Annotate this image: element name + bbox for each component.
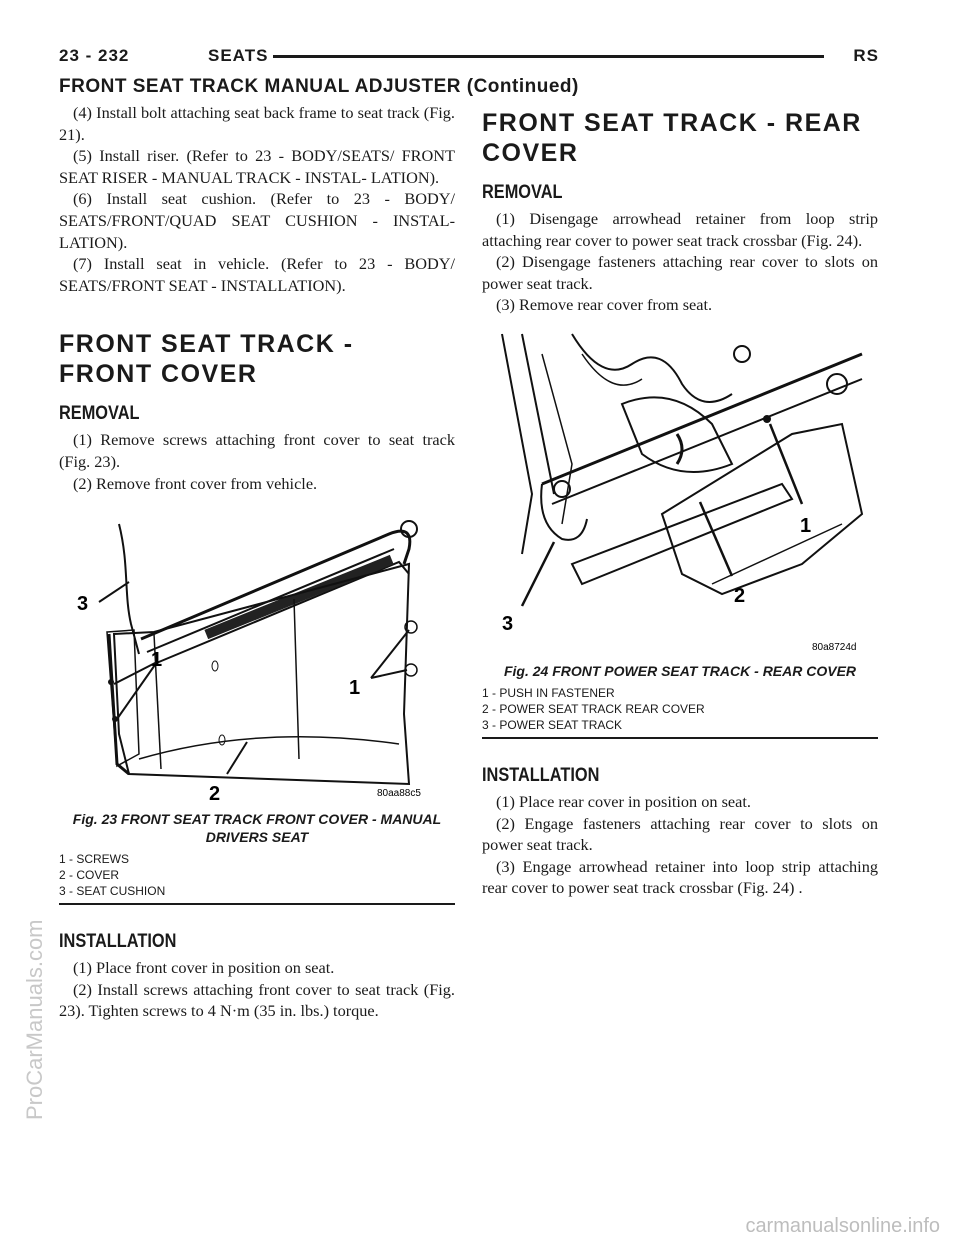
legend-item: 2 - COVER — [59, 868, 120, 883]
step-text: (1) Disengage arrowhead retainer from loop strip attaching rear cover to power seat track crossbar (Fig. 24). — [482, 209, 878, 250]
step-text: (3) Remove rear cover from seat. — [496, 295, 713, 315]
continued-title: FRONT SEAT TRACK MANUAL ADJUSTER (Continued) — [59, 76, 579, 97]
figure-legend — [59, 851, 455, 899]
removal-heading: REMOVAL — [59, 403, 140, 425]
legend-item: 3 - POWER SEAT TRACK — [482, 717, 623, 732]
figure-23 — [59, 504, 455, 905]
step-text: (2) Engage fasteners attaching rear cover to slots on power seat track. — [482, 813, 878, 855]
watermark: ProCarManuals.com — [22, 919, 47, 1120]
step-text: (6) Install seat cushion. (Refer to 23 - BODY/ SEATS/FRONT/QUAD SEAT CUSHION - INSTAL- LATION). — [59, 189, 455, 252]
callout-1: 1 — [151, 649, 163, 672]
legend-item: 1 - SCREWS — [59, 852, 130, 867]
right-column — [482, 108, 878, 899]
step-text: (1) Remove screws attaching front cover to seat track (Fig. 23). — [59, 430, 455, 471]
callout-2: 2 — [734, 584, 746, 607]
step-text: (1) Place front cover in position on seat. — [73, 958, 335, 978]
figure-caption: Fig. 23 FRONT SEAT TRACK FRONT COVER - MANUAL DRIVERS SEAT — [72, 811, 442, 846]
left-column — [59, 102, 455, 1022]
installation-heading: INSTALLATION — [59, 931, 177, 953]
figure-caption: Fig. 24 FRONT POWER SEAT TRACK - REAR COVER — [503, 662, 857, 679]
installation-heading: INSTALLATION — [482, 764, 600, 786]
model-code: RS — [853, 46, 879, 65]
step-text: (1) Place rear cover in position on seat. — [496, 791, 751, 811]
section-title: FRONT SEAT TRACK - REAR COVER — [482, 109, 862, 167]
page-number: 23 - 232 — [59, 46, 130, 65]
legend-item: 1 - PUSH IN FASTENER — [482, 685, 615, 700]
step-text: (3) Engage arrowhead retainer into loop strip attaching rear cover to power seat track crossbar (Fig. 24) . — [482, 856, 878, 898]
header-rule — [273, 55, 824, 58]
legend-rule — [482, 737, 878, 739]
step-text: (5) Install riser. (Refer to 23 - BODY/SEATS/ FRONT SEAT RISER - MANUAL TRACK - INSTAL- LATION). — [59, 146, 455, 187]
figure-id-code: 80aa88c5 — [377, 788, 421, 800]
footer-site: carmanualsonline.info — [745, 1215, 940, 1237]
figure-24-illustration — [482, 324, 878, 656]
section-name: SEATS — [208, 46, 269, 65]
step-text: (4) Install bolt attaching seat back frame to seat track (Fig. 21). — [59, 103, 455, 144]
step-text: (2) Disengage fasteners attaching rear cover to slots on power seat track. — [482, 252, 878, 293]
callout-1: 1 — [800, 514, 812, 537]
callout-2: 2 — [209, 783, 221, 805]
step-text: (2) Install screws attaching front cover to seat track (Fig. 23). Tighten screws to 4 N·m (35 in. lbs.) torque. — [59, 979, 455, 1021]
step-text: (7) Install seat in vehicle. (Refer to 23 - BODY/ SEATS/FRONT SEAT - INSTALLATION). — [59, 254, 455, 295]
figure-id-code: 80a8724d — [812, 641, 857, 653]
removal-heading: REMOVAL — [482, 182, 563, 203]
page-header — [59, 46, 879, 76]
figure-23-illustration — [59, 504, 455, 804]
legend-rule — [59, 903, 455, 905]
figure-legend — [482, 685, 878, 733]
legend-item: 3 - SEAT CUSHION — [59, 884, 166, 899]
callout-3: 3 — [502, 612, 514, 635]
step-text: (2) Remove front cover from vehicle. — [73, 473, 318, 493]
legend-item: 2 - POWER SEAT TRACK REAR COVER — [482, 701, 705, 716]
section-title: FRONT SEAT TRACK - FRONT COVER — [59, 330, 354, 389]
callout-3: 3 — [77, 593, 89, 616]
figure-24 — [482, 324, 878, 739]
callout-1b: 1 — [349, 677, 361, 700]
